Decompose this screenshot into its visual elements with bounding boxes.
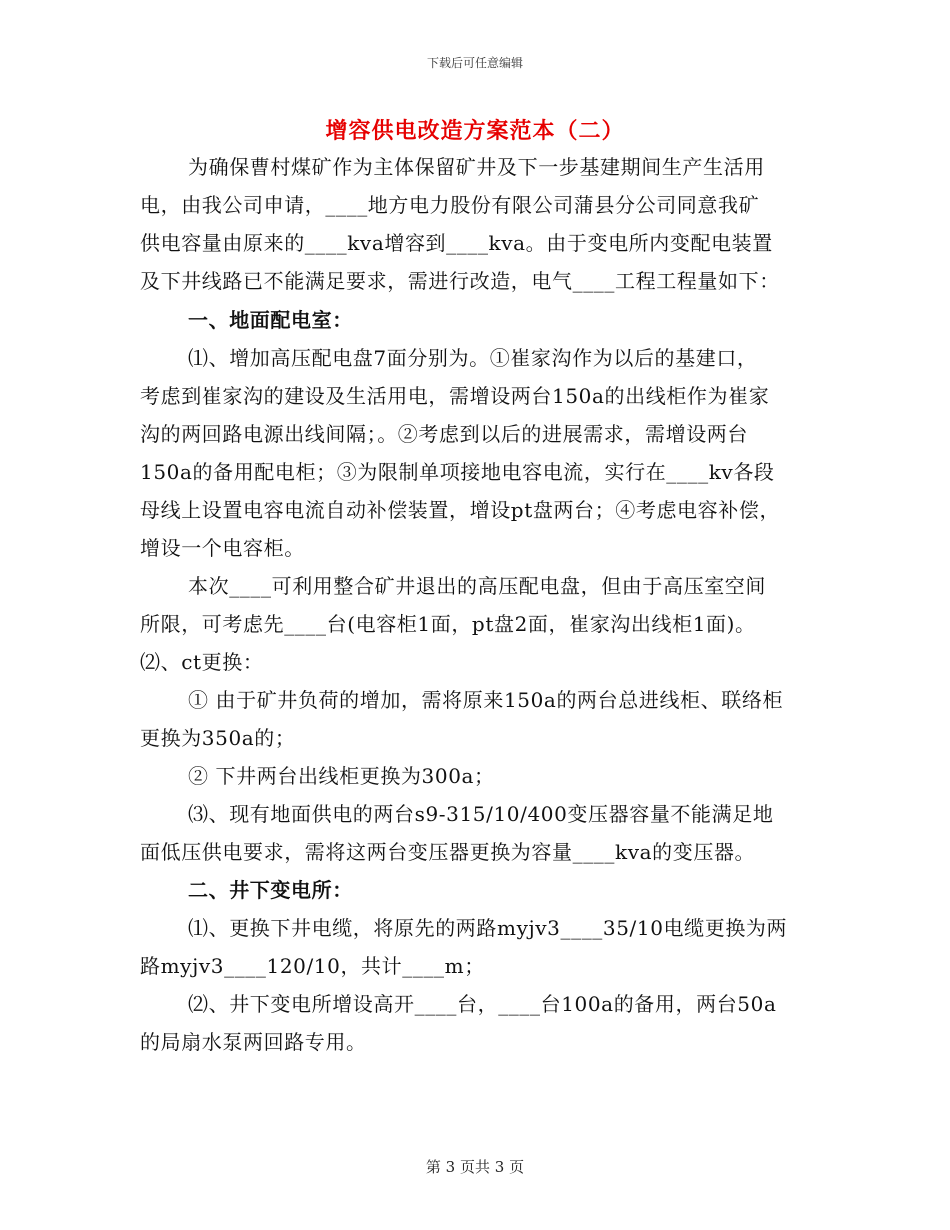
- body-line: ⑶、现有地面供电的两台s9-315/10/400变压器容量不能满足地: [188, 802, 774, 826]
- body-line: ⑵、井下变电所增设高开____台，____台100a的备用，两台50a: [188, 992, 777, 1016]
- body-line: 增设一个电容柜。: [140, 536, 305, 560]
- body-line: ⑵、ct更换：: [140, 650, 264, 674]
- body-line: 更换为350a的；: [140, 726, 296, 750]
- body-line: ⑴、更换下井电缆，将原先的两路myjv3____35/10电缆更换为两: [188, 916, 788, 940]
- body-line: 路myjv3____120/10，共计____m；: [140, 954, 485, 978]
- body-line: 为确保曹村煤矿作为主体保留矿井及下一步基建期间生产生活用: [188, 155, 765, 179]
- body-line: 母线上设置电容电流自动补偿装置，增设pt盘两台；④考虑电容补偿，: [140, 498, 781, 522]
- body-line: 面低压供电要求，需将这两台变压器更换为容量____kva的变压器。: [140, 840, 756, 864]
- header-note: 下载后可任意编辑: [426, 56, 523, 70]
- body-line: 150a的备用配电柜；③为限制单项接地电容电流，实行在____kv各段: [140, 460, 775, 484]
- body-line: 考虑到崔家沟的建设及生活用电，需增设两台150a的出线柜作为崔家: [140, 384, 770, 408]
- body-line: 电，由我公司申请，____地方电力股份有限公司蒲县分公司同意我矿: [140, 193, 760, 217]
- section-heading: 二、井下变电所：: [188, 878, 353, 902]
- body-line: 的局扇水泵两回路专用。: [140, 1030, 367, 1054]
- body-line: 沟的两回路电源出线间隔；。②考虑到以后的进展需求，需增设两台: [140, 422, 748, 446]
- body-line: 所限，可考虑先____台(电容柜1面，pt盘2面，崔家沟出线柜1面)。: [140, 612, 756, 636]
- body-line: 本次____可利用整合矿井退出的高压配电盘，但由于高压室空间: [188, 574, 766, 598]
- body-line: ⑴、增加高压配电盘7面分别为。①崔家沟作为以后的基建口，: [188, 346, 758, 370]
- section-heading: 一、地面配电室：: [188, 308, 353, 332]
- body-line: 供电容量由原来的____kva增容到____kva。由于变电所内变配电装置: [140, 231, 773, 255]
- page-number: 第 3 页共 3 页: [425, 1158, 525, 1176]
- body-line: 及下井线路已不能满足要求，需进行改造，电气____工程工程量如下：: [140, 269, 780, 293]
- body-line: ② 下井两台出线柜更换为300a；: [188, 764, 495, 788]
- document-title: 增容供电改造方案范本（二）: [325, 118, 625, 144]
- body-line: ① 由于矿井负荷的增加，需将原来150a的两台总进线柜、联络柜: [188, 688, 784, 712]
